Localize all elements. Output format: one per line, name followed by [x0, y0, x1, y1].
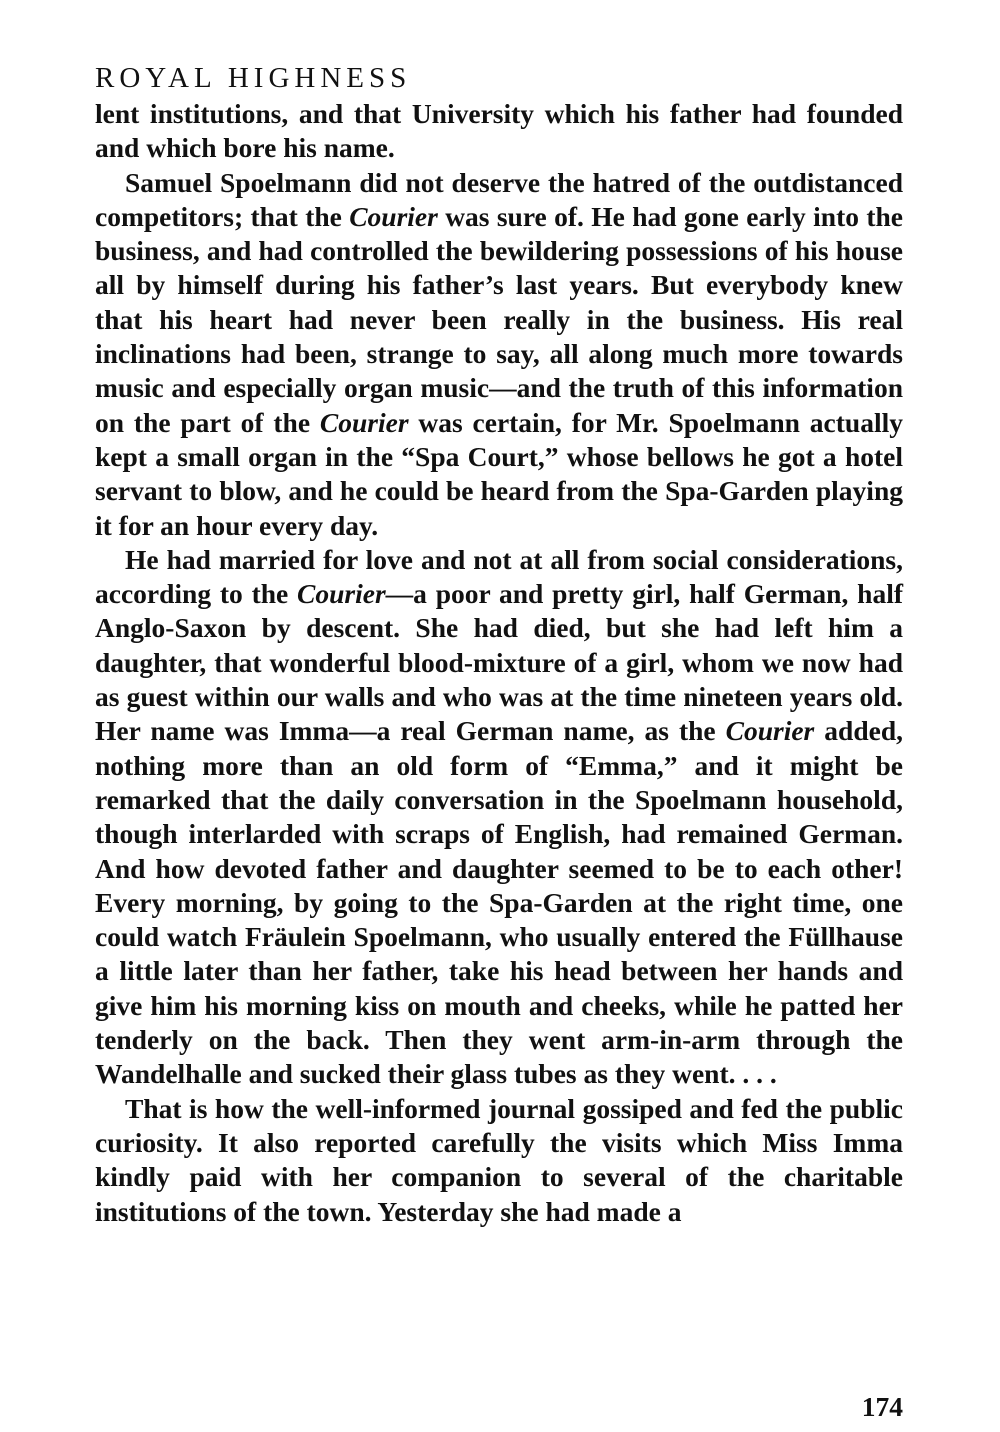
text-run: was sure of. He had gone early into the business, and had controlled the bewildering possessions of his house all by himself during his father’s last years. But everybody knew that his heart had never been really in the business. His real inclinations had been, strange to say, all along much more towards music and especially organ music—and the truth of this information on the part of the: [95, 200, 903, 438]
newspaper-name: Courier: [297, 578, 386, 610]
paragraph-imma: [95, 543, 903, 1092]
running-title: ROYAL HIGHNESS: [95, 62, 412, 94]
text-run: was certain, for Mr. Spoelmann actually kept a small organ in the “Spa Court,” whose bellows he got a hotel servant to blow, and he could be heard from the Spa-Garden playing it for an hour every day.: [95, 406, 903, 541]
text-run: Samuel Spoelmann did not deserve the hatred of the outdistanced competitors; that the: [95, 166, 903, 232]
text-run: added, nothing more than an old form of “Emma,” and it might be remarked that the daily conversation in the Spoelmann household, though interlarded with scraps of English, had remained German. And how devoted father and daughter seemed to be to each other! Every morning, by going to the Spa-Garden at the right time, one could watch Fräulein Spoelmann, who usually entered the Füllhause a little later than her father, take his head between her hands and give him his morning kiss on mouth and cheeks, while he patted her tenderly on the back. Then they went arm-in-arm through the Wandelhalle and sucked their glass tubes as they went. . . .: [95, 715, 903, 1090]
paragraph-continued: lent institutions, and that University which his father had founded and which bore his name.: [95, 98, 903, 164]
page-number: 174: [861, 1391, 903, 1422]
newspaper-name: Courier: [349, 200, 438, 232]
book-page: [95, 58, 903, 1422]
newspaper-name: Courier: [725, 715, 815, 747]
text-run: —a poor and pretty girl, half German, half Anglo-Saxon by descent. She had died, but she had left him a daughter, that wonderful blood-mixture of a girl, whom we now had as guest within our walls and who was at the time nineteen years old. Her name was Imma—a real German name, as the: [95, 578, 903, 747]
text-run: He had married for love and not at all from social considerations, according to the: [95, 543, 903, 610]
newspaper-name: Courier: [319, 406, 409, 438]
paragraph-spoelmann-business: [95, 166, 903, 543]
paragraph-gossip: That is how the well-informed journal gossiped and fed the public curiosity. It also reported carefully the visits which Miss Imma kindly paid with her companion to several of the charitable institutions of the town. Yesterday she had made a: [95, 1092, 903, 1227]
